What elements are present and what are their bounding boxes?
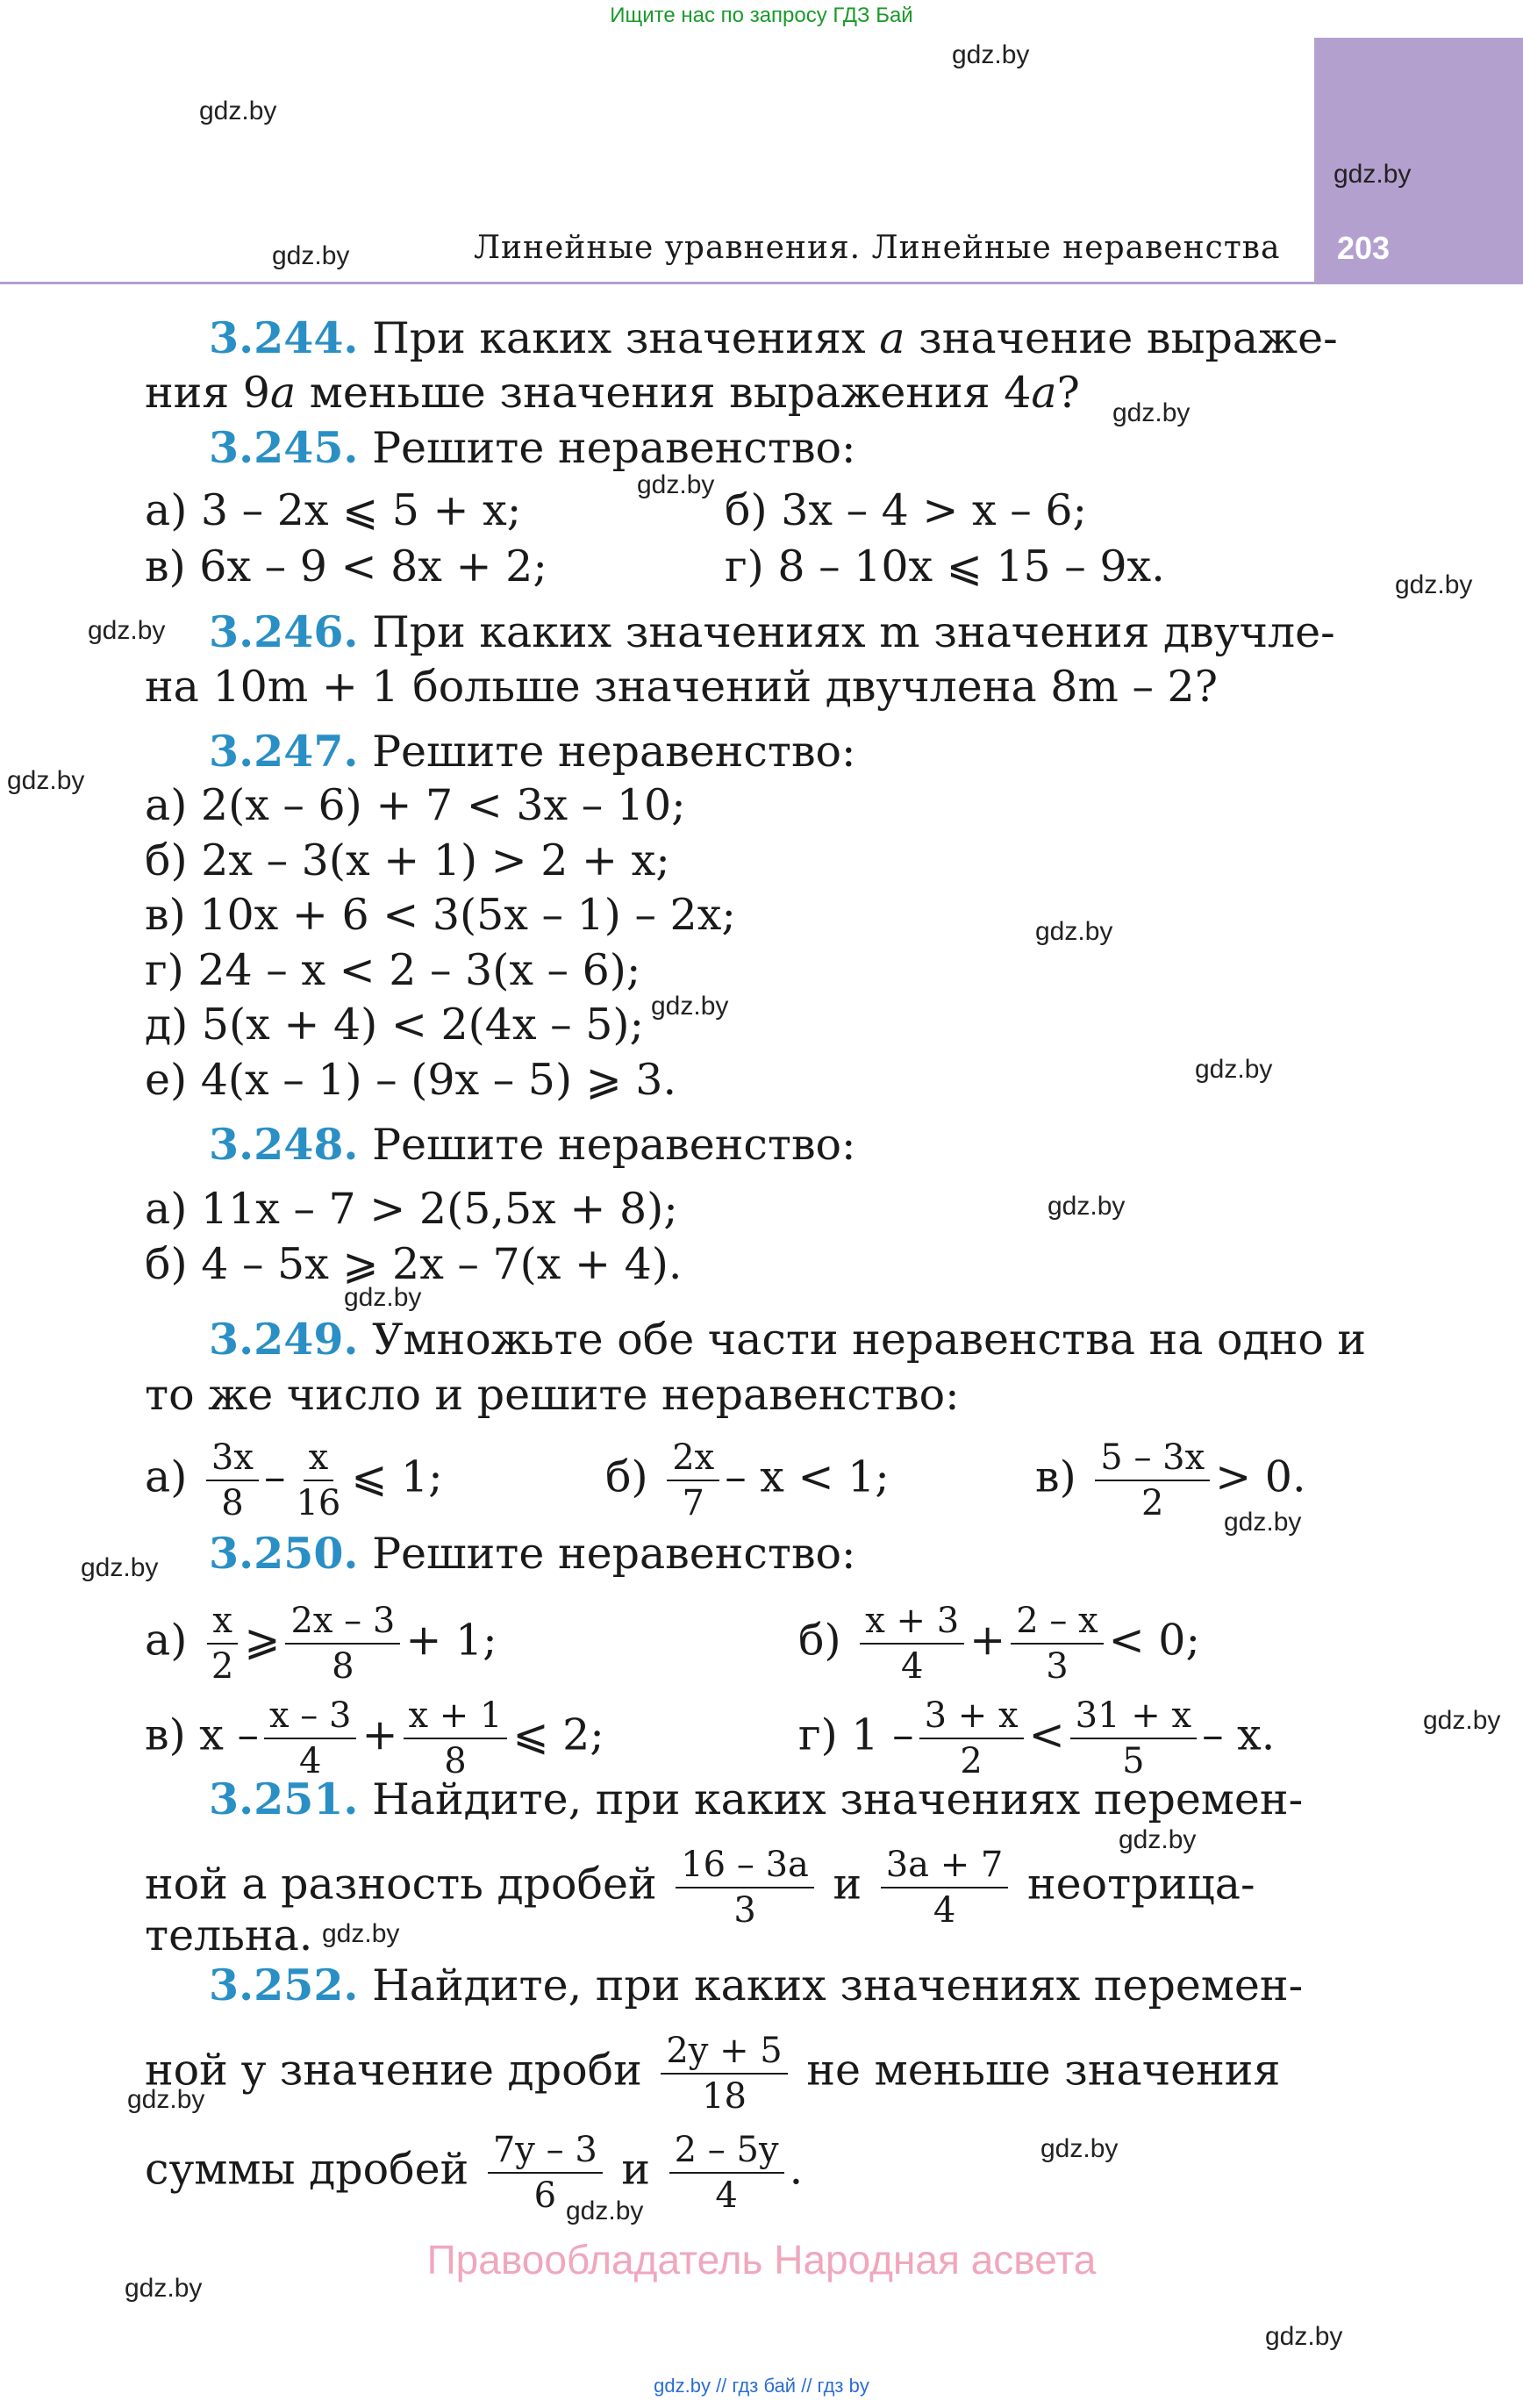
item-label: а)	[145, 1615, 188, 1666]
watermark: gdz.by	[344, 1283, 422, 1312]
numerator: 3a + 7	[881, 1843, 1009, 1888]
numerator: x + 3	[860, 1599, 964, 1645]
operator: –	[263, 1451, 286, 1502]
fraction	[285, 1599, 400, 1688]
problem-3-252-line1	[209, 1959, 1303, 2012]
text: При каких значениях m значения двучле-	[372, 607, 1335, 657]
watermark: gdz.by	[1195, 1055, 1273, 1084]
problem-3-250-title	[209, 1527, 856, 1580]
problem-3-248-title	[209, 1118, 856, 1172]
watermark: gdz.by	[88, 616, 166, 645]
operator: ⩾	[244, 1615, 281, 1666]
denominator: 8	[332, 1646, 354, 1687]
denominator: 3	[733, 1890, 756, 1931]
problem-number: 3.252.	[209, 1960, 359, 2010]
watermark: gdz.by	[651, 992, 729, 1021]
problem-3-247-item: г) 24 – x < 2 – 3(x – 6);	[145, 945, 641, 995]
problem-3-248-b: б) 4 – 5x ⩾ 2x – 7(x + 4).	[145, 1239, 683, 1289]
item-label: а)	[145, 1451, 188, 1502]
denominator: 7	[682, 1483, 704, 1523]
problem-3-245-b: б) 3x – 4 > x – 6;	[725, 485, 1088, 535]
text: Найдите, при каких значениях перемен-	[372, 1960, 1304, 2010]
text: меньше значения выражения 4	[309, 368, 1032, 418]
problem-3-247-item: е) 4(x – 1) – (9x – 5) ⩾ 3.	[145, 1055, 677, 1105]
text: значение выраже-	[918, 313, 1338, 363]
numerator: 7y – 3	[488, 2128, 603, 2174]
fraction	[881, 1843, 1009, 1932]
problem-3-249-line1	[209, 1313, 1366, 1366]
text: Решите неравенство:	[372, 1529, 856, 1579]
denominator: 16	[296, 1483, 341, 1523]
numerator: x – 3	[264, 1694, 356, 1739]
denominator: 3	[1046, 1646, 1069, 1687]
text: Решите неравенство:	[372, 727, 856, 777]
chapter-title: Линейные уравнения. Линейные неравенства	[474, 230, 1281, 266]
denominator: 5	[1122, 1741, 1145, 1781]
numerator: 3 + x	[919, 1694, 1024, 1739]
problem-number: 3.248.	[209, 1119, 359, 1170]
text: ния 9	[145, 368, 270, 418]
text: ⩽ 1;	[351, 1451, 443, 1502]
top-search-hint[interactable]: Ищите нас по запросу ГДЗ Бай	[610, 4, 913, 27]
problem-3-245-title	[209, 421, 856, 475]
problem-3-250-d	[798, 1694, 1275, 1783]
text: не меньше значения	[806, 2045, 1281, 2096]
text: Найдите, при каких значениях перемен-	[372, 1774, 1304, 1824]
watermark: gdz.by	[1048, 1192, 1126, 1221]
problem-3-245-a: а) 3 – 2x ⩽ 5 + x;	[145, 485, 522, 535]
denominator: 8	[221, 1483, 244, 1523]
operator: +	[361, 1709, 398, 1760]
problem-3-249-a	[145, 1436, 443, 1525]
fraction	[404, 1694, 508, 1783]
text: – x < 1;	[725, 1451, 890, 1502]
fraction	[667, 1436, 719, 1525]
problem-3-250-a	[145, 1599, 497, 1688]
numerator: 2y + 5	[661, 2029, 787, 2075]
problem-number: 3.249.	[209, 1314, 359, 1365]
problem-3-252-line2	[145, 2029, 1280, 2118]
watermark: gdz.by	[272, 241, 350, 270]
fraction	[669, 2128, 784, 2218]
problem-3-248-a: а) 11x – 7 > 2(5,5x + 8);	[145, 1184, 678, 1234]
problem-3-249-b	[605, 1436, 890, 1525]
watermark: gdz.by	[952, 40, 1030, 69]
fraction	[206, 1599, 239, 1688]
operator: +	[969, 1615, 1006, 1666]
problem-3-250-c	[145, 1694, 604, 1783]
numerator: 2x – 3	[285, 1599, 400, 1645]
watermark: gdz.by	[1035, 917, 1113, 946]
header-rule	[0, 282, 1523, 284]
watermark: gdz.by	[81, 1553, 159, 1582]
text: ной y значение дроби	[145, 2045, 642, 2096]
denominator: 4	[933, 1890, 956, 1931]
item-label: б)	[798, 1615, 841, 1666]
numerator: x	[207, 1599, 238, 1645]
footer-links[interactable]: gdz.by // гдз бай // гдз by	[654, 2375, 869, 2397]
denominator: 2	[211, 1646, 234, 1687]
denominator: 4	[900, 1646, 924, 1687]
problem-3-247-item: д) 5(x + 4) < 2(4x – 5);	[145, 1000, 645, 1050]
denominator: 4	[298, 1741, 322, 1781]
numerator: 2 – x	[1011, 1599, 1103, 1645]
problem-number: 3.245.	[209, 422, 359, 473]
problem-3-247-item: а) 2(x – 6) + 7 < 3x – 10;	[145, 780, 686, 830]
text: Умножьте обе части неравенства на одно и	[372, 1315, 1367, 1365]
problem-number: 3.250.	[209, 1528, 359, 1579]
watermark: gdz.by	[566, 2197, 644, 2225]
fraction	[206, 1436, 259, 1525]
problem-3-251-line1	[209, 1773, 1303, 1826]
watermark: gdz.by	[637, 470, 715, 499]
fraction	[1095, 1436, 1210, 1525]
problem-3-252-line3	[145, 2128, 803, 2218]
problem-3-246-line1	[209, 606, 1335, 659]
problem-number: 3.247.	[209, 726, 359, 777]
watermark: gdz.by	[1265, 2322, 1343, 2351]
text: и	[621, 2144, 651, 2195]
text: + 1;	[405, 1615, 497, 1666]
text: При каких значениях	[372, 313, 866, 363]
variable: a	[1031, 368, 1057, 418]
item-label: г)	[798, 1709, 838, 1760]
numerator: 5 – 3x	[1095, 1436, 1210, 1481]
problem-3-244-line1	[209, 312, 1338, 365]
operator: <	[1028, 1709, 1065, 1760]
text: неотрица-	[1026, 1859, 1255, 1910]
fraction	[1011, 1599, 1103, 1688]
watermark: gdz.by	[1395, 570, 1473, 599]
variable: a	[269, 368, 297, 418]
problem-3-247-title	[209, 725, 856, 778]
fraction	[264, 1694, 356, 1783]
fraction	[860, 1599, 964, 1688]
numerator: x + 1	[404, 1694, 508, 1739]
problem-3-247-item: в) 10x + 6 < 3(5x – 1) – 2x;	[145, 890, 736, 940]
item-label: б)	[605, 1451, 648, 1502]
fraction	[676, 1843, 814, 1932]
watermark: gdz.by	[1040, 2134, 1119, 2163]
item-label: в)	[145, 1709, 186, 1760]
text: ной a разность дробей	[145, 1859, 657, 1910]
watermark: gdz.by	[125, 2274, 203, 2303]
problem-3-249-c	[1035, 1436, 1306, 1525]
watermark: gdz.by	[127, 2085, 205, 2114]
variable: a	[879, 313, 905, 363]
fraction	[661, 2029, 787, 2118]
numerator: 2 – 5y	[669, 2128, 784, 2174]
numerator: 3x	[206, 1436, 259, 1481]
fraction	[290, 1436, 346, 1525]
page-number: 203	[1337, 230, 1391, 266]
text: Решите неравенство:	[372, 423, 856, 473]
denominator: 6	[533, 2175, 557, 2216]
denominator: 8	[444, 1741, 467, 1781]
problem-3-246-line2: на 10m + 1 больше значений двучлена 8m – 2?	[145, 662, 1218, 712]
watermark: gdz.by	[1423, 1706, 1501, 1735]
text: Решите неравенство:	[372, 1120, 856, 1170]
text: .	[789, 2144, 804, 2195]
problem-3-245-d: г) 8 – 10x ⩽ 15 – 9x.	[725, 541, 1165, 591]
problem-3-251-line3: тельна.	[145, 1910, 313, 1960]
text: суммы дробей	[145, 2144, 469, 2195]
problem-number: 3.246.	[209, 606, 359, 657]
numerator: 2x	[667, 1436, 719, 1481]
text: ?	[1056, 368, 1080, 418]
problem-3-247-item: б) 2x – 3(x + 1) > 2 + x;	[145, 835, 670, 885]
denominator: 4	[715, 2175, 738, 2216]
watermark: gdz.by	[1112, 398, 1191, 427]
denominator: 2	[960, 1741, 983, 1781]
problem-3-250-b	[798, 1599, 1200, 1688]
text: 1 –	[851, 1709, 914, 1760]
watermark: gdz.by	[1119, 1825, 1197, 1854]
text: > 0.	[1215, 1451, 1306, 1502]
fraction	[919, 1694, 1024, 1783]
fraction	[1070, 1694, 1197, 1783]
problem-3-245-c: в) 6x – 9 < 8x + 2;	[145, 541, 547, 591]
fraction	[488, 2128, 603, 2218]
problem-3-249-line2: то же число и решите неравенство:	[145, 1370, 960, 1420]
denominator: 18	[702, 2076, 747, 2117]
text: ⩽ 2;	[512, 1709, 604, 1760]
problem-number: 3.251.	[209, 1774, 359, 1824]
watermark: gdz.by	[322, 1919, 400, 1948]
text: < 0;	[1108, 1615, 1200, 1666]
numerator: 16 – 3a	[676, 1843, 814, 1888]
watermark: gdz.by	[1334, 160, 1412, 189]
problem-number: 3.244.	[209, 312, 359, 363]
text: x –	[199, 1709, 259, 1760]
watermark: gdz.by	[1224, 1508, 1302, 1537]
problem-3-244-line2	[145, 367, 1080, 419]
denominator: 2	[1141, 1483, 1164, 1523]
text: и	[833, 1859, 862, 1910]
numerator: 31 + x	[1070, 1694, 1197, 1739]
watermark: gdz.by	[199, 97, 277, 125]
item-label: в)	[1035, 1451, 1076, 1502]
text: – x.	[1202, 1709, 1276, 1760]
watermark: gdz.by	[7, 766, 85, 795]
copyright-notice: Правообладатель Народная асвета	[426, 2237, 1097, 2283]
numerator: x	[304, 1436, 334, 1481]
